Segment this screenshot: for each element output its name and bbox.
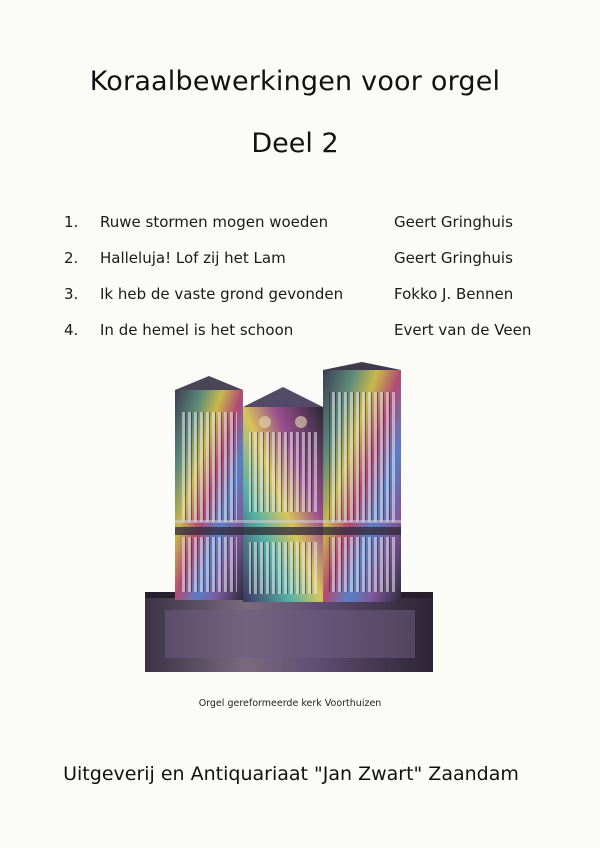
image-caption: Orgel gereformeerde kerk Voorthuizen (198, 698, 382, 709)
item-number: 3. (64, 285, 79, 303)
item-number: 2. (64, 249, 79, 267)
item-number: 1. (64, 213, 79, 231)
list-item (0, 213, 600, 237)
organ-illustration (145, 362, 433, 672)
piece-title: Ik heb de vaste grond gevonden (100, 285, 344, 303)
composer-name: Geert Gringhuis (394, 213, 513, 231)
composer-name: Evert van de Veen (394, 321, 532, 339)
page-title: Koraalbewerkingen voor orgel (89, 66, 501, 97)
piece-title: Halleluja! Lof zij het Lam (100, 249, 286, 267)
volume-subtitle: Deel 2 (251, 128, 339, 159)
composer-name: Fokko J. Bennen (394, 285, 514, 303)
item-number: 4. (64, 321, 79, 339)
organ-icon (145, 362, 433, 672)
piece-title: In de hemel is het schoon (100, 321, 294, 339)
list-item (0, 321, 600, 345)
list-item (0, 249, 600, 273)
composer-name: Geert Gringhuis (394, 249, 513, 267)
list-item (0, 285, 600, 309)
publisher-line: Uitgeverij en Antiquariaat "Jan Zwart" Zaandam (63, 763, 519, 785)
piece-title: Ruwe stormen mogen woeden (100, 213, 329, 231)
